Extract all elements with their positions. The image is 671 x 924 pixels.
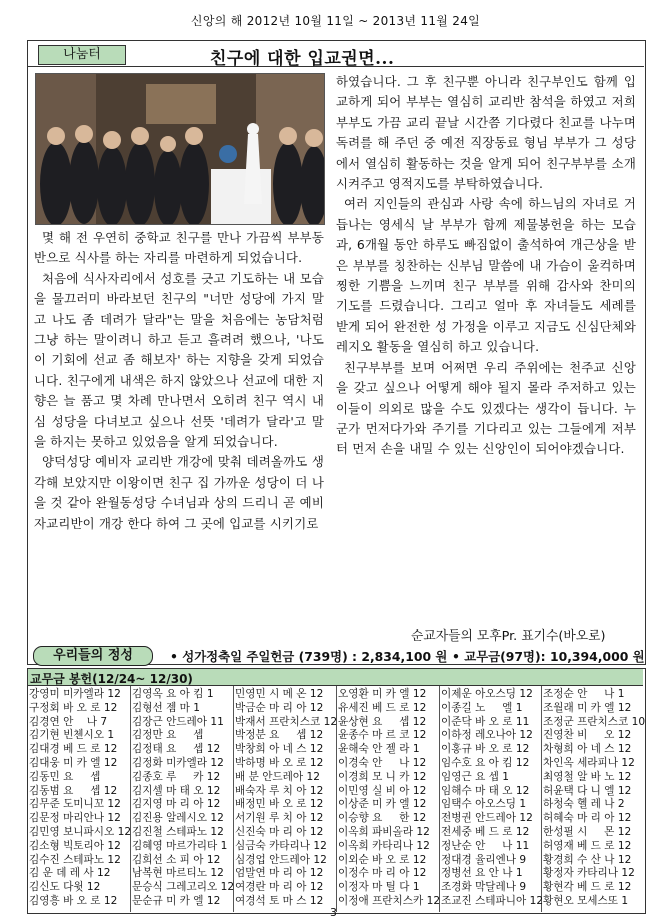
donor-entry: 황경희 수 산 나 12: [543, 853, 632, 866]
donor-entry: 정병선 요 안 나 1: [441, 867, 523, 880]
donor-entry: 하청숙 헬 레 나 2: [543, 798, 625, 811]
donor-entry: 차인옥 세라피나 12: [543, 757, 635, 769]
donor-entry: 박재서 프란치스코 12: [235, 715, 338, 728]
donor-entry: 이경숙 안 나 12: [338, 757, 427, 769]
donor-entry: 이승향 요 한 12: [338, 812, 427, 825]
right-column: [336, 72, 636, 460]
donor-entry: 조정순 안 나 1: [543, 688, 625, 700]
signature: 순교자들의 모후Pr. 표기수(바오로): [411, 629, 606, 644]
donor-entry: 박금순 마 리 아 12: [235, 701, 324, 714]
offering-church-dues: • 교무금(97명): 10,394,000 원: [452, 649, 645, 664]
donor-entry: 허윤택 다 니 엘 12: [543, 784, 632, 797]
donor-entry: 박정분 요 셉 12: [235, 729, 324, 742]
donor-entry: 조월래 미 카 엘 12: [543, 701, 632, 714]
donor-entry: 황현각 베 드 로 12: [543, 881, 632, 894]
article-title: 친구에 대한 입교권면...: [210, 49, 395, 69]
donor-entry: 김대웅 미 카 엘 12: [29, 757, 118, 769]
donor-entry: 배 분 안드레아 12: [235, 770, 320, 783]
page-header: 신앙의 해 2012년 10월 11일 ~ 2013년 11월 24일: [190, 14, 481, 28]
donor-entry: 이상준 미 카 엘 12: [338, 798, 427, 811]
donor-entry: 강영미 미카엘라 12: [29, 688, 121, 700]
donor-entry: 이정애 프란치스카 12: [338, 895, 441, 907]
donor-entry: 한성필 시 몬 12: [543, 826, 632, 838]
donor-entry: 김지셀 마 태 오 12: [132, 784, 221, 797]
left-paragraph: 처음에 식사자리에서 성호를 긋고 기도하는 내 모습을 물끄러미 바라보던 친구의 "너만 성당에 가지 말고 나도 좀 데려가 달라"는 말을 처음에는 농담처럼 그냥 하는 말이려니 하고 듣고 흘려려 했으나, '나도 이 기회에 선교 좀 해보자' 하는 지향을 갖게 되었습니다. 친구에게 내색은 하지 않았으나 선교에 대한 지향은 늘 품고 몇 차례 만나면서 오히려 친구 역시 내심 성당을 다녀보고 싶으나 선뜻 '데려가 달라'고 말을 하지는 못하고 있었음을 알게 되었습니다.: [34, 270, 324, 450]
donor-entry: 김종호 루 카 12: [132, 770, 221, 783]
donor-entry: 이정자 마 틸 다 1: [338, 881, 420, 894]
donor-table-title: 교무금 봉헌(12/24~ 12/30): [30, 672, 193, 686]
donor-entry: 배정민 바 오 로 12: [235, 798, 324, 811]
donor-entry: 최영철 알 바 노 12: [543, 770, 632, 783]
donor-entry: 엄말연 마 리 아 12: [235, 867, 324, 880]
right-paragraph: 하였습니다. 그 후 친구뿐 아니라 친구부인도 함께 입교하게 되어 부부는 열심히 교리반 참석을 하였고 저희 부부도 가끔 교리 끝날 시간쯤 기다렸다 친교를 나누며 독려를 해 주던 중 예전 직장동료 형님 부부가 그 성당에서 열심히 활동하는 것을 알게 되어 친구부부를 소개 시켜주고 영적지도를 부탁하였습니다.: [336, 74, 636, 192]
donor-entry: 이경희 모 니 카 12: [338, 770, 427, 783]
section-tag: 나눔터: [38, 45, 126, 65]
donor-entry: 김수진 스테파노 12: [29, 853, 121, 866]
donor-entry: 임택수 아오스딩 1: [441, 798, 527, 811]
donor-entry: 조정군 프란치스코 10: [543, 715, 646, 728]
donor-entry: 김지영 마 리 아 12: [132, 798, 221, 811]
donor-entry: 김영옥 요 아 킴 1: [132, 688, 214, 700]
group-photo: [35, 73, 325, 225]
donor-entry: 정대경 율리엔나 9: [441, 853, 527, 866]
donor-entry: 이홍규 바 오 로 12: [441, 743, 530, 756]
donor-entry: 조경화 막달레나 9: [441, 881, 527, 894]
donor-entry: 배숙자 루 치 아 12: [235, 784, 324, 797]
donor-entry: 박하명 바 오 로 12: [235, 757, 324, 769]
left-paragraph: 몇 해 전 우연히 중학교 친구를 만나 가끔씩 부부동반으로 식사를 하는 자리를 마련하게 되었습니다.: [34, 230, 324, 266]
donor-entry: 조교진 스테파니아 12: [441, 895, 544, 907]
donor-entry: 이하정 레오나아 12: [441, 729, 533, 742]
left-column: [34, 228, 324, 534]
donor-entry: 김동범 요 셉 12: [29, 784, 118, 797]
donor-entry: 심경업 안드레아 12: [235, 853, 327, 866]
column-divider: [439, 686, 440, 912]
right-paragraph: 여러 지인들의 관심과 사랑 속에 하느님의 자녀로 거듭나는 영세식 날 부부가 함께 제물봉헌을 하는 모습과, 6개월 동안 하루도 빠짐없이 출석하여 개근상을 받은 부부를 칭찬하는 신부님 말씀에 내 가슴이 울컥하며 찡한 기쁨을 느끼며 친구 부부를 위해 감사와 찬미의 기도를 드렸습니다. 그리고 얼마 후 자녀들도 세례를 받게 되어 완전한 성 가정을 이루고 지금도 신심단체와 레지오 활동을 열심히 하고 있습니다.: [336, 196, 636, 355]
donor-entry: 황현오 모세스또 1: [543, 895, 629, 907]
donor-entry: 구정회 바 오 로 12: [29, 701, 118, 714]
donor-entry: 김민영 보니파시오 12: [29, 826, 132, 838]
donor-entry: 유세진 베 드 로 12: [338, 701, 427, 714]
donor-entry: 김정만 요 셉: [132, 729, 204, 742]
donor-entry: 김희선 소 피 아 12: [132, 853, 221, 866]
left-paragraph: 양덕성당 예비자 교리반 개강에 맞춰 데려올까도 생각해 보았지만 이왕이면 친구 집 가까운 성당이 더 나을 것 같아 완월동성당 수녀님과 상의 드리니 곧 예비자교리반이 개강 한다 하여 그 곳에 입교를 시키기로: [34, 454, 324, 531]
donor-entry: 임영근 요 셉 1: [441, 770, 510, 783]
donor-entry: 전세중 베 드 로 12: [441, 826, 530, 838]
donor-entry: 진영찬 비 오 12: [543, 729, 632, 742]
donor-entry: 이민영 실 비 아 12: [338, 784, 427, 797]
donor-entry: 박창희 아 네 스 12: [235, 743, 324, 756]
donor-entry: 김경연 안 나 7: [29, 715, 108, 728]
donor-entry: 허혜숙 마 리 아 12: [543, 812, 632, 825]
donor-entry: 윤해숙 안 젤 라 1: [338, 743, 420, 756]
donor-entry: 윤상현 요 셉 12: [338, 715, 427, 728]
donor-entry: 서기원 루 치 아 12: [235, 812, 324, 825]
donor-entry: 김진용 알레시오 12: [132, 812, 224, 825]
donor-entry: 임해수 마 태 오 12: [441, 784, 530, 797]
donor-entry: 신진숙 마 리 아 12: [235, 826, 324, 838]
donor-entry: 김진철 스테파노 12: [132, 826, 224, 838]
donor-entry: 김소형 빅토리아 12: [29, 839, 121, 852]
donor-entry: 남복현 마르티노 12: [132, 867, 224, 880]
column-divider: [130, 686, 131, 912]
donor-entry: 김장근 안드레아 11: [132, 715, 224, 728]
donor-entry: 윤종수 마 르 코 12: [338, 729, 427, 742]
donor-entry: 김 운 데 레 사 12: [29, 867, 111, 880]
donor-entry: 여경란 마 리 아 12: [235, 881, 324, 894]
donor-entry: 김기현 빈첸시오 1: [29, 729, 115, 742]
donor-entry: 김형선 젬 마 1: [132, 701, 201, 714]
column-divider: [541, 686, 542, 912]
donor-entry: 민영민 시 메 온 12: [235, 688, 324, 700]
donor-entry: 이종길 노 엘 1: [441, 701, 523, 714]
offering-sunday-collection: • 성가정축일 주일헌금 (739명) : 2,834,100 원: [170, 649, 448, 664]
right-paragraph: 친구부부를 보며 어쩌면 우리 주위에는 천주교 신앙을 갖고 싶으나 어떻게 해야 될지 몰라 주저하고 있는 이들이 의외로 많을 수도 있겠다는 생각이 듭니다. 누군가 먼저다가와 주기를 기다리고 있는 그들에게 저부터 먼저 손을 내밀 수 있는 신앙인이 되어야겠습니다.: [336, 359, 636, 457]
donor-entry: 김정태 요 셉 12: [132, 743, 221, 756]
donor-entry: 김문정 마리안나 12: [29, 812, 121, 825]
donor-entry: 이준닥 바 오 로 11: [441, 715, 530, 728]
donor-entry: 문승식 그레고리오 12: [132, 881, 235, 894]
donor-entry: 황정자 카타리나 12: [543, 867, 635, 880]
donor-entry: 정난순 안 나 11: [441, 839, 530, 852]
donor-entry: 이정수 마 리 아 12: [338, 867, 427, 880]
donor-entry: 임수호 요 아 킴 12: [441, 757, 530, 769]
donor-entry: 이외순 바 오 로 12: [338, 853, 427, 866]
donor-entry: 김혜영 마르가리타 1: [132, 839, 228, 852]
donor-entry: 문순규 미 카 엘 12: [132, 895, 221, 907]
page-number: 3: [330, 906, 337, 919]
donor-entry: 이옥희 카타리나 12: [338, 839, 430, 852]
donor-entry: 김신도 다윗 12: [29, 881, 101, 894]
offering-label: 우리들의 정성: [33, 646, 153, 666]
donor-entry: 심금숙 카타리나 12: [235, 839, 327, 852]
donor-entry: 허영재 베 드 로 12: [543, 839, 632, 852]
donor-entry: 김정화 미카엘라 12: [132, 757, 224, 769]
donor-entry: 김대경 베 드 로 12: [29, 743, 118, 756]
donor-entry: 오영환 미 카 엘 12: [338, 688, 427, 700]
column-divider: [233, 686, 234, 912]
donor-entry: 여경석 토 마 스 12: [235, 895, 324, 907]
donor-entry: 이옥희 파비올라 12: [338, 826, 430, 838]
donor-entry: 김무준 도미니꼬 12: [29, 798, 121, 811]
donor-entry: 김영흥 바 오 로 12: [29, 895, 118, 907]
donor-entry: 전병권 안드레아 12: [441, 812, 533, 825]
donor-entry: 김동민 요 셉: [29, 770, 101, 783]
donor-entry: 차형희 아 네 스 12: [543, 743, 632, 756]
donor-entry: 이제운 아오스딩 12: [441, 688, 533, 700]
